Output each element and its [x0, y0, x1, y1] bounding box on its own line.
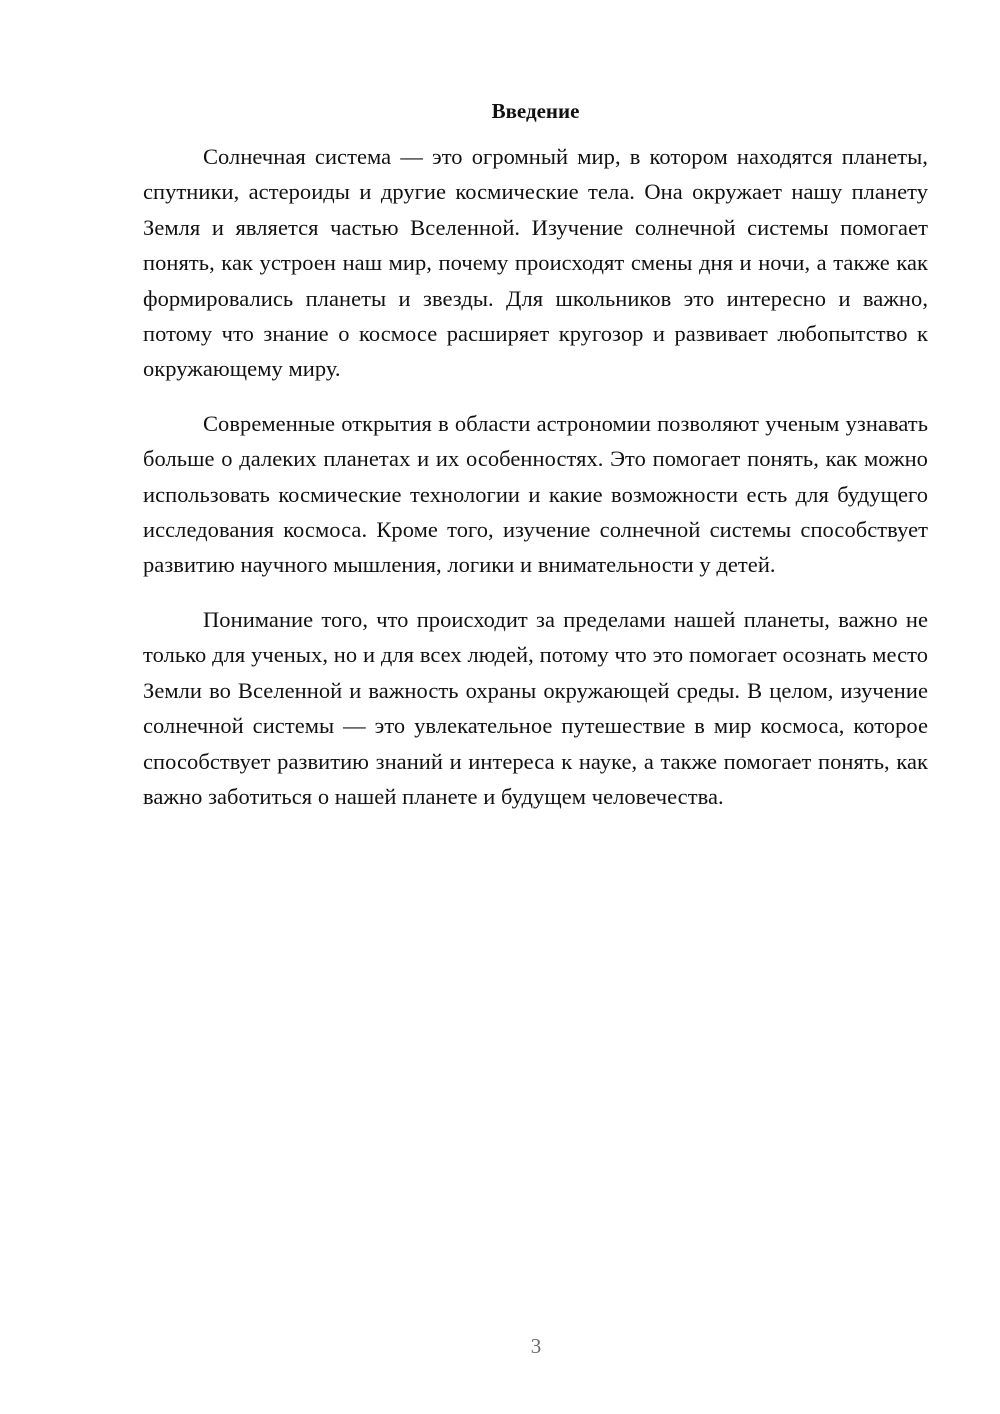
section-title: Введение	[491, 99, 580, 123]
page-number: 3	[530, 1334, 542, 1358]
paragraph-2: Современные открытия в области астрономии позволяют ученым узнавать больше о далеких планетах и их особенностях. Это помогает понять, как можно использовать космические технологии и какие возможности есть для будущего исследования космоса. Кроме того, изучение солнечной системы способствует развитию научного мышления, логики и внимательности у детей.	[143, 410, 928, 578]
page-content	[143, 96, 928, 833]
paragraph-1: Солнечная система — это огромный мир, в котором находятся планеты, спутники, астероиды и другие космические тела. Она окружает нашу планету Земля и является частью Вселенной. Изучение солнечной системы помогает понять, как устроен наш мир, почему происходят смены дня и ночи, а также как формировались планеты и звезды. Для школьников это интересно и важно, потому что знание о космосе расширяет кругозор и развивает любопытство к окружающему миру.	[143, 144, 928, 382]
paragraph-3: Понимание того, что происходит за пределами нашей планеты, важно не только для ученых, но и для всех людей, потому что это помогает осознать место Земли во Вселенной и важность охраны окружающей среды. В целом, изучение солнечной системы — это увлекательное путешествие в мир космоса, которое способствует развитию знаний и интереса к науке, а также помогает понять, как важно заботиться о нашей планете и будущем человечества.	[143, 606, 928, 809]
